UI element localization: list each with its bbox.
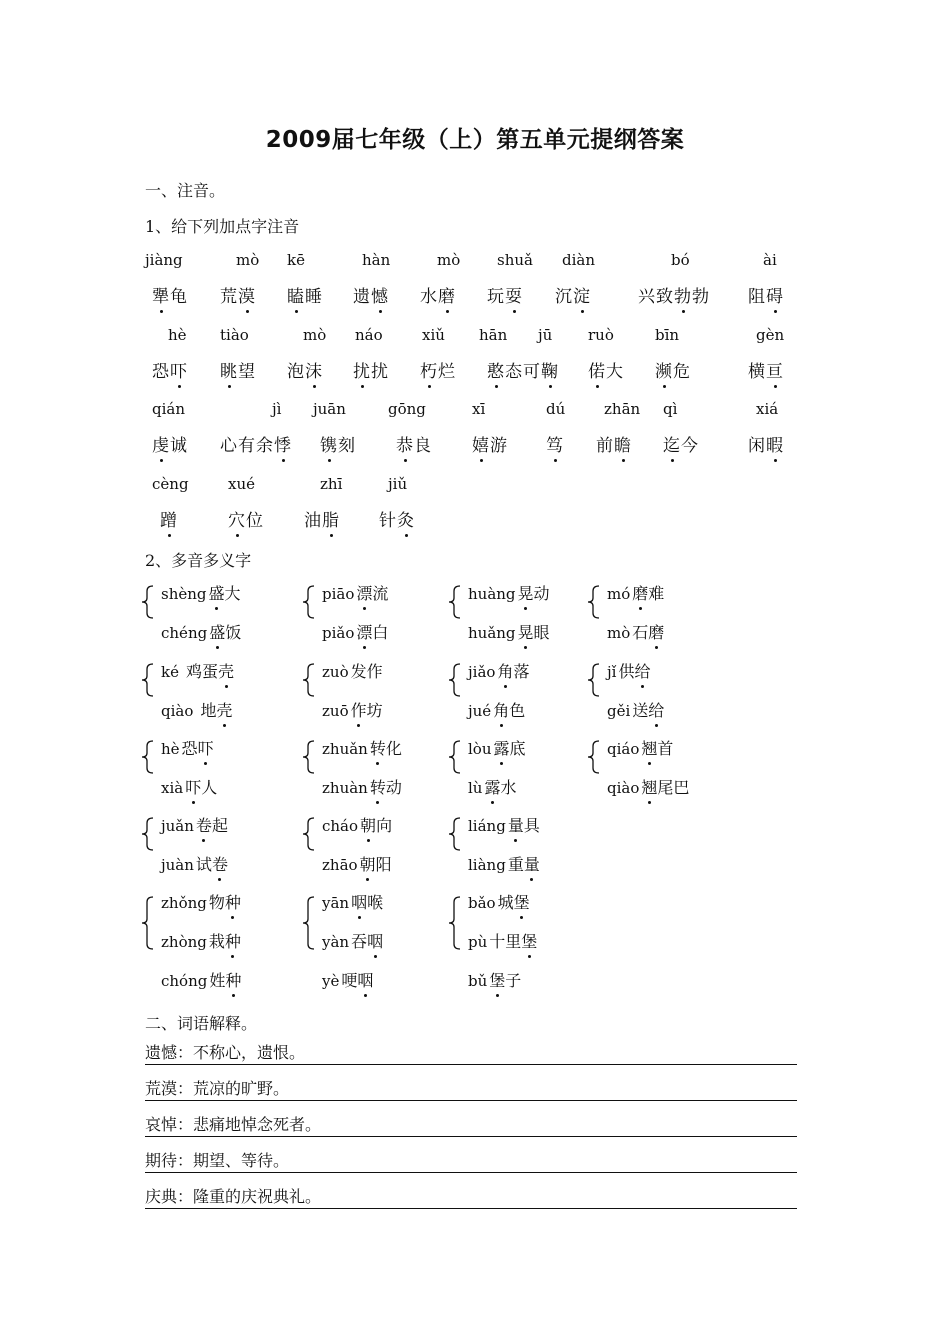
pinyin-label: náo <box>355 326 383 344</box>
dotted-character: 种 <box>225 968 241 991</box>
definition-line: 期待：期望、等待。 <box>145 1151 797 1173</box>
polyphone-reading: chéng 盛饭 <box>161 620 241 643</box>
polyphone-reading: hè 恐吓 <box>161 736 214 759</box>
pinyin-label: ké <box>161 663 179 681</box>
pinyin-label: lù <box>468 779 483 797</box>
brace-icon <box>448 585 462 619</box>
polyphone-group <box>306 581 456 659</box>
subheading-annotate: 1、给下列加点字注音 <box>145 217 300 236</box>
dotted-character: 磨 <box>438 282 456 307</box>
pinyin-label: juǎn <box>161 817 194 835</box>
dotted-character: 吓 <box>185 775 201 798</box>
dotted-character: 翘 <box>641 775 657 798</box>
polyphone-reading: gěi 送给 <box>607 698 664 721</box>
polyphone-reading: liáng 量具 <box>468 813 540 836</box>
dotted-character: 卷 <box>196 813 212 836</box>
word-item: 濒危 <box>655 357 691 382</box>
dotted-character: 种 <box>225 929 241 952</box>
pinyin-label: gèn <box>756 326 785 344</box>
dotted-character: 暇 <box>766 431 784 456</box>
pinyin-label: gěi <box>607 702 631 720</box>
pinyin-label: yān <box>322 894 350 912</box>
pinyin-label: bīn <box>655 326 680 344</box>
word-item: 虔诚 <box>152 431 188 456</box>
pinyin-label: shuǎ <box>497 251 533 269</box>
dotted-character: 漂 <box>356 620 372 643</box>
pinyin-label: jǐ <box>607 663 617 681</box>
polyphone-reading: juǎn 卷起 <box>161 813 228 836</box>
dotted-character: 晃 <box>518 581 534 604</box>
dotted-character: 作 <box>351 698 367 721</box>
pinyin-label: juàn <box>161 856 194 874</box>
pinyin-label: huàng <box>468 585 516 603</box>
word-item: 眺望 <box>220 357 256 382</box>
polyphone-group <box>145 736 295 814</box>
definition-line: 哀悼：悲痛地悼念死者。 <box>145 1115 797 1137</box>
pinyin-label: zuò <box>322 663 349 681</box>
pinyin-label: zhuǎn <box>322 740 368 758</box>
dotted-character: 堡 <box>521 929 537 952</box>
dotted-character: 犟 <box>152 282 170 307</box>
polyphone-reading: lòu 露底 <box>468 736 526 759</box>
pinyin-label: mò <box>303 326 327 344</box>
polyphone-reading: shèng 盛大 <box>161 581 241 604</box>
dotted-character: 勃 <box>674 282 692 307</box>
word-item: 荒漠 <box>220 282 256 307</box>
dotted-character: 瞻 <box>614 431 632 456</box>
pinyin-label: dú <box>546 400 566 418</box>
word-item: 玩耍 <box>487 282 523 307</box>
polyphone-reading: zhuǎn 转化 <box>322 736 402 759</box>
dotted-character: 量 <box>524 852 540 875</box>
word-item: 恭良 <box>396 431 432 456</box>
brace-icon <box>448 663 462 697</box>
dotted-character: 朝 <box>360 852 376 875</box>
polyphone-reading: mò 石磨 <box>607 620 664 643</box>
pinyin-label: bǎo <box>468 894 496 912</box>
word-item <box>546 431 564 456</box>
pinyin-label: mó <box>607 585 631 603</box>
pinyin-label: liáng <box>468 817 506 835</box>
polyphone-reading: jiǎo 角落 <box>468 659 529 682</box>
dotted-character: 磨 <box>648 620 664 643</box>
dotted-character: 朝 <box>360 813 376 836</box>
dotted-character: 种 <box>225 890 241 913</box>
pinyin-label: jì <box>272 400 282 418</box>
dotted-character: 露 <box>484 775 500 798</box>
pinyin-label: qiáo <box>607 740 640 758</box>
brace-icon <box>587 740 601 774</box>
brace-icon <box>587 585 601 619</box>
pinyin-label: shèng <box>161 585 207 603</box>
polyphone-group <box>452 813 602 891</box>
pinyin-label: yàn <box>322 933 350 951</box>
pinyin-label: mò <box>236 251 260 269</box>
pinyin-label: cháo <box>322 817 359 835</box>
definition-line: 遗憾：不称心，遗恨。 <box>145 1043 797 1065</box>
polyphone-group <box>145 890 295 1008</box>
polyphone-reading: jǐ 供给 <box>607 659 650 682</box>
pinyin-label: bó <box>671 251 690 269</box>
polyphone-group <box>145 581 295 659</box>
pinyin-label: qiào <box>607 779 640 797</box>
word-item: 偌大 <box>588 357 624 382</box>
dotted-character: 咽 <box>357 968 373 991</box>
pinyin-label: jū <box>538 326 553 344</box>
polyphone-group <box>452 581 602 659</box>
polyphone-group <box>591 736 741 814</box>
pinyin-label: jiǔ <box>388 475 408 493</box>
pinyin-label: mò <box>437 251 461 269</box>
word-item: 镌刻 <box>320 431 356 456</box>
dotted-character: 漠 <box>238 282 256 307</box>
polyphone-reading: juàn 试卷 <box>161 852 228 875</box>
polyphone-reading: qiào 地壳 <box>161 698 232 721</box>
word-item: 针灸 <box>379 506 415 531</box>
polyphone-reading: xià 吓人 <box>161 775 217 798</box>
polyphone-reading: piāo 漂流 <box>322 581 388 604</box>
word-item: 横亘 <box>748 357 784 382</box>
pinyin-label: huǎng <box>468 624 516 642</box>
pinyin-label: lòu <box>468 740 492 758</box>
pinyin-label: zhǒng <box>161 894 207 912</box>
polyphone-reading: yān 咽喉 <box>322 890 383 913</box>
polyphone-reading: qiáo 翘首 <box>607 736 673 759</box>
pinyin-label: chóng <box>161 972 208 990</box>
brace-icon <box>587 663 601 697</box>
brace-icon <box>141 817 155 851</box>
dotted-character: 晃 <box>518 620 534 643</box>
brace-icon <box>141 896 155 950</box>
polyphone-group <box>145 813 295 891</box>
dotted-character: 卷 <box>212 852 228 875</box>
pinyin-label: zuō <box>322 702 349 720</box>
word-item: 憨态可鞠 <box>487 357 559 382</box>
brace-icon <box>141 740 155 774</box>
pinyin-label: yè <box>322 972 340 990</box>
pinyin-label: xué <box>228 475 255 493</box>
dotted-character: 壳 <box>218 659 234 682</box>
dotted-character: 转 <box>370 736 386 759</box>
polyphone-group <box>452 659 602 737</box>
word-item: 迄今 <box>663 431 699 456</box>
definition-line: 荒漠：荒凉的旷野。 <box>145 1079 797 1101</box>
brace-icon <box>302 663 316 697</box>
dotted-character: 露 <box>494 736 510 759</box>
pinyin-label: bǔ <box>468 972 488 990</box>
word-item: 兴致勃勃 <box>638 282 710 307</box>
polyphone-group <box>306 736 456 814</box>
polyphone-group <box>145 659 295 737</box>
brace-icon <box>448 740 462 774</box>
dotted-character: 壳 <box>216 698 232 721</box>
polyphone-reading: pù 十里堡 <box>468 929 537 952</box>
pinyin-label: hè <box>161 740 180 758</box>
dotted-character: 镌 <box>320 431 338 456</box>
dotted-character: 淀 <box>573 282 591 307</box>
polyphone-reading: bǔ 堡子 <box>468 968 521 991</box>
pinyin-label: gōng <box>388 400 426 418</box>
word-item: 穴位 <box>228 506 264 531</box>
polyphone-group <box>591 581 741 659</box>
polyphone-reading: mó 磨难 <box>607 581 664 604</box>
word-item: 扰扰 <box>353 357 389 382</box>
brace-icon <box>302 817 316 851</box>
dotted-character: 角 <box>493 698 509 721</box>
pinyin-label: qiào <box>161 702 194 720</box>
word-item: 心有余悸 <box>220 431 292 456</box>
dotted-character: 虔 <box>152 431 170 456</box>
polyphone-reading: zhòng 栽种 <box>161 929 241 952</box>
subheading-polyphones: 2、多音多义字 <box>145 551 252 570</box>
pinyin-label: ài <box>763 251 777 269</box>
dotted-character: 给 <box>648 698 664 721</box>
polyphone-reading: chóng 姓种 <box>161 968 241 991</box>
pinyin-label: xià <box>161 779 184 797</box>
word-item: 嬉游 <box>472 431 508 456</box>
dotted-character: 穴 <box>228 506 246 531</box>
dotted-character: 沫 <box>305 357 323 382</box>
word-item: 犟龟 <box>152 282 188 307</box>
pinyin-label: liàng <box>468 856 506 874</box>
word-item: 沉淀 <box>555 282 591 307</box>
dotted-character: 耍 <box>505 282 523 307</box>
dotted-character: 脂 <box>322 506 340 531</box>
pinyin-label: jué <box>468 702 492 720</box>
pinyin-label: hān <box>479 326 508 344</box>
polyphone-reading: zhǒng 物种 <box>161 890 241 913</box>
polyphone-group <box>452 736 602 814</box>
dotted-character: 眺 <box>220 357 238 382</box>
dotted-character: 咽 <box>351 890 367 913</box>
dotted-character: 盛 <box>209 581 225 604</box>
page-title: 2009届七年级（上）第五单元提纲答案 <box>265 127 685 153</box>
word-item: 瞌睡 <box>287 282 323 307</box>
pinyin-label: zhāo <box>322 856 358 874</box>
brace-icon <box>302 740 316 774</box>
brace-icon <box>302 896 316 950</box>
dotted-character: 鞠 <box>541 357 559 382</box>
polyphone-reading: cháo 朝向 <box>322 813 392 836</box>
pinyin-label: xī <box>472 400 486 418</box>
dotted-character: 扰 <box>353 357 371 382</box>
pinyin-label: cèng <box>152 475 189 493</box>
pinyin-label: hè <box>168 326 187 344</box>
polyphone-reading: zuō 作坊 <box>322 698 383 721</box>
dotted-character: 悸 <box>274 431 292 456</box>
polyphone-reading: zhuàn 转动 <box>322 775 402 798</box>
definition-line: 庆典：隆重的庆祝典礼。 <box>145 1187 797 1209</box>
dotted-character: 迄 <box>663 431 681 456</box>
dotted-character: 盛 <box>209 620 225 643</box>
word-item: 恐吓 <box>152 357 188 382</box>
polyphone-reading: bǎo 城堡 <box>468 890 530 913</box>
word-item: 遗憾 <box>353 282 389 307</box>
polyphone-reading: yàn 吞咽 <box>322 929 383 952</box>
pinyin-label: diàn <box>562 251 596 269</box>
word-item <box>160 506 178 531</box>
pinyin-label: piǎo <box>322 624 355 642</box>
dotted-character: 蹭 <box>160 506 178 531</box>
word-item: 泡沫 <box>287 357 323 382</box>
pinyin-label: hàn <box>362 251 391 269</box>
dotted-character: 吓 <box>198 736 214 759</box>
dotted-character: 给 <box>634 659 650 682</box>
dotted-character: 濒 <box>655 357 673 382</box>
dotted-character: 堡 <box>514 890 530 913</box>
pinyin-label: ruò <box>588 326 614 344</box>
brace-icon <box>141 663 155 697</box>
dotted-character: 碍 <box>766 282 784 307</box>
pinyin-label: kē <box>287 251 305 269</box>
dotted-character: 亘 <box>766 357 784 382</box>
polyphone-group <box>306 813 456 891</box>
pinyin-label: zhuàn <box>322 779 368 797</box>
pinyin-label: pù <box>468 933 488 951</box>
polyphone-reading: jué 角色 <box>468 698 525 721</box>
polyphone-reading: ké 鸡蛋壳 <box>161 659 234 682</box>
pinyin-label: zhān <box>604 400 641 418</box>
pinyin-label: zhī <box>320 475 343 493</box>
section-heading-definitions: 二、词语解释。 <box>145 1014 258 1033</box>
dotted-character: 转 <box>370 775 386 798</box>
brace-icon <box>302 585 316 619</box>
dotted-character: 漂 <box>356 581 372 604</box>
word-item: 前瞻 <box>596 431 632 456</box>
polyphone-group <box>306 659 456 737</box>
dotted-character: 瞌 <box>287 282 305 307</box>
dotted-character: 翘 <box>641 736 657 759</box>
dotted-character: 量 <box>508 813 524 836</box>
pinyin-label: tiào <box>220 326 249 344</box>
pinyin-label: qián <box>152 400 186 418</box>
pinyin-label: jiàng <box>145 251 183 269</box>
polyphone-reading: qiào 翘尾巴 <box>607 775 689 798</box>
section-heading-phonetics: 一、注音。 <box>145 181 226 200</box>
dotted-character: 朽 <box>420 357 438 382</box>
pinyin-label: chéng <box>161 624 208 642</box>
polyphone-group <box>591 659 741 737</box>
word-item: 阻碍 <box>748 282 784 307</box>
dotted-character: 磨 <box>632 581 648 604</box>
word-item: 油脂 <box>304 506 340 531</box>
polyphone-reading: yè 哽咽 <box>322 968 373 991</box>
polyphone-reading: liàng 重量 <box>468 852 540 875</box>
dotted-character: 吓 <box>170 357 188 382</box>
dotted-character: 堡 <box>489 968 505 991</box>
pinyin-label: jiǎo <box>468 663 496 681</box>
pinyin-label: qì <box>663 400 678 418</box>
dotted-character: 恭 <box>396 431 414 456</box>
dotted-character: 笃 <box>546 431 564 456</box>
pinyin-label: piāo <box>322 585 355 603</box>
dotted-character: 灸 <box>397 506 415 531</box>
word-item: 闲暇 <box>748 431 784 456</box>
pinyin-label: xiá <box>756 400 779 418</box>
dotted-character: 角 <box>497 659 513 682</box>
word-item: 水磨 <box>420 282 456 307</box>
polyphone-reading: lù 露水 <box>468 775 517 798</box>
dotted-character: 嬉 <box>472 431 490 456</box>
pinyin-label: mò <box>607 624 631 642</box>
polyphone-group <box>452 890 602 1008</box>
brace-icon <box>448 817 462 851</box>
pinyin-label: zhòng <box>161 933 207 951</box>
brace-icon <box>141 585 155 619</box>
dotted-character: 憨 <box>487 357 505 382</box>
polyphone-reading: zuò 发作 <box>322 662 383 681</box>
dotted-character: 憾 <box>371 282 389 307</box>
polyphone-reading: zhāo 朝阳 <box>322 852 392 875</box>
polyphone-reading: huǎng 晃眼 <box>468 620 550 643</box>
polyphone-reading: huàng 晃动 <box>468 581 550 604</box>
brace-icon <box>448 896 462 950</box>
dotted-character: 咽 <box>367 929 383 952</box>
polyphone-reading: piǎo 漂白 <box>322 620 388 643</box>
pinyin-label: xiǔ <box>422 326 445 344</box>
polyphone-group <box>306 890 456 1008</box>
dotted-character: 偌 <box>588 357 606 382</box>
word-item: 朽烂 <box>420 357 456 382</box>
pinyin-label: juān <box>313 400 346 418</box>
